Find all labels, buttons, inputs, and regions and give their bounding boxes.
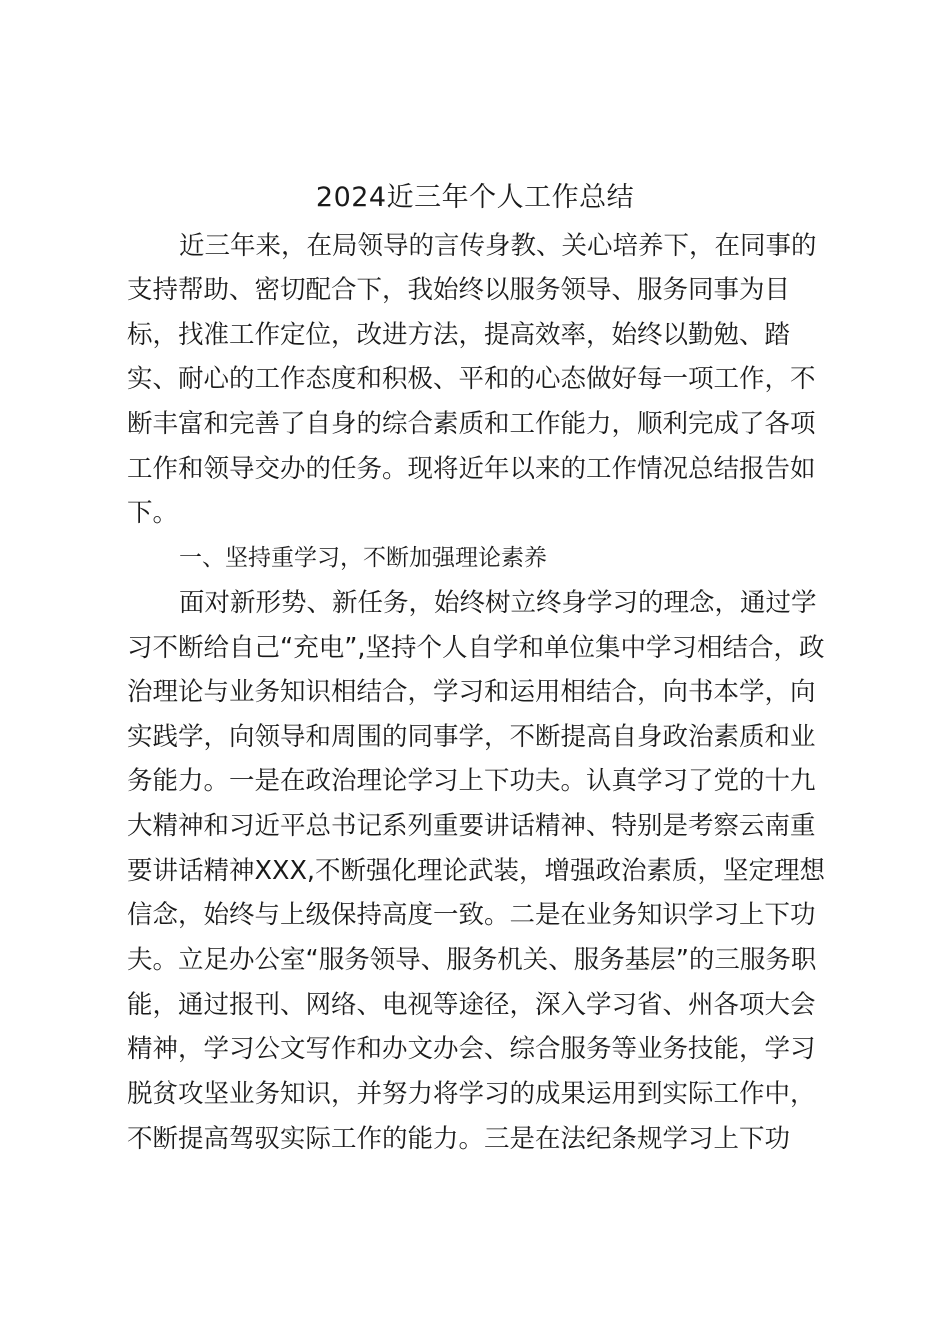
paragraph-line: 支持帮助、密切配合下，我始终以服务领导、服务同事为目 — [127, 275, 791, 305]
paragraph-line: 工作和领导交办的任务。现将近年以来的工作情况总结报告如 — [127, 454, 816, 484]
paragraph-line: 标，找准工作定位，改进方法，提高效率，始终以勤勉、踏 — [127, 320, 791, 350]
paragraph-line: 习不断给自己“充电”,坚持个人自学和单位集中学习相结合，政 — [127, 633, 825, 663]
paragraph-line: 大精神和习近平总书记系列重要讲话精神、特别是考察云南重 — [127, 811, 816, 841]
paragraph-line: 实、耐心的工作态度和积极、平和的心态做好每一项工作，不 — [127, 364, 816, 394]
document-title: 2024近三年个人工作总结 — [315, 182, 635, 213]
paragraph-line: 脱贫攻坚业务知识，并努力将学习的成果运用到实际工作中， — [127, 1079, 816, 1109]
paragraph-line: 面对新形势、新任务，始终树立终身学习的理念，通过学 — [179, 588, 817, 618]
paragraph-line: 断丰富和完善了自身的综合素质和工作能力，顺利完成了各项 — [127, 409, 816, 439]
paragraph-line: 夫。立足办公室“服务领导、服务机关、服务基层”的三服务职 — [127, 945, 817, 975]
section-heading: 一、坚持重学习，不断加强理论素养 — [179, 545, 547, 571]
paragraph-line: 信念，始终与上级保持高度一致。二是在业务知识学习上下功 — [127, 900, 816, 930]
paragraph-line: 能，通过报刊、网络、电视等途径，深入学习省、州各项大会 — [127, 990, 816, 1020]
paragraph-line: 近三年来，在局领导的言传身教、关心培养下，在同事的 — [179, 231, 817, 261]
paragraph-line: 务能力。一是在政治理论学习上下功夫。认真学习了党的十九 — [127, 766, 816, 796]
paragraph-line: 精神，学习公文写作和办文办会、综合服务等业务技能，学习 — [127, 1034, 816, 1064]
paragraph-line: 治理论与业务知识相结合，学习和运用相结合，向书本学，向 — [127, 677, 816, 707]
paragraph-line: 实践学，向领导和周围的同事学，不断提高自身政治素质和业 — [127, 722, 816, 752]
paragraph-line: 下。 — [127, 498, 179, 528]
paragraph-line: 不断提高驾驭实际工作的能力。三是在法纪条规学习上下功 — [127, 1124, 791, 1154]
paragraph-line: 要讲话精神XXX,不断强化理论武装，增强政治素质，坚定理想 — [127, 856, 826, 886]
